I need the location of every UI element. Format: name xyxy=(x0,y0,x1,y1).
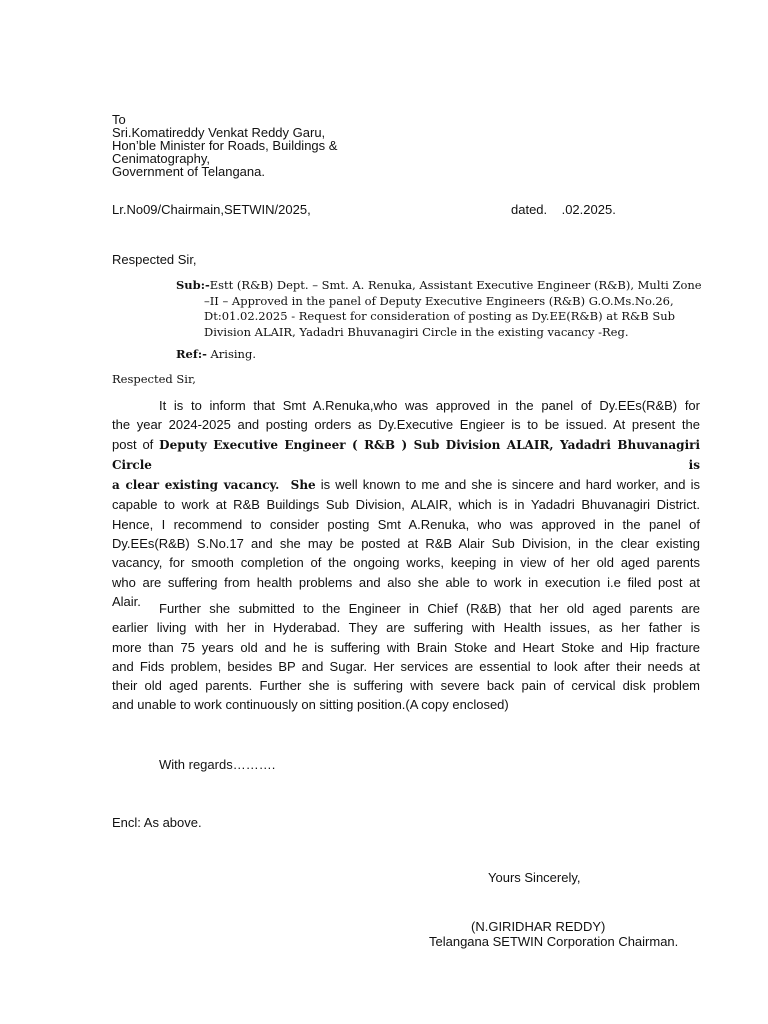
paragraph-line xyxy=(112,475,700,495)
salutation-top: Respected Sir, xyxy=(112,252,197,267)
paragraph-line: Further she submitted to the Engineer in Chief (R&B) that her old aged parents are xyxy=(159,601,700,616)
address-line: To xyxy=(112,112,126,127)
paragraph-line: It is to inform that Smt A.Renuka,who was approved in the panel of Dy.EEs(R&B) for xyxy=(159,398,700,413)
paragraph-line: earlier living with her in Hyderabad. They are suffering with Health issues, as her father is xyxy=(112,620,700,636)
ref-text: Arising. xyxy=(206,347,256,361)
signatory-title: Telangana SETWIN Corporation Chairman. xyxy=(429,934,679,949)
closing-line: Yours Sincerely, xyxy=(488,870,581,885)
paragraph-line: Hence, I recommend to consider posting Smt A.Renuka, who was approved in the panel of xyxy=(112,516,700,532)
letter-reference-number: Lr.No09/Chairmain,SETWIN/2025, xyxy=(112,202,311,217)
recipient-address xyxy=(112,113,337,178)
body-paragraph-2 xyxy=(112,599,700,715)
letter-date: dated. .02.2025. xyxy=(511,202,616,217)
subject-line: Division ALAIR, Yadadri Bhuvanagiri Circle in the existing vacancy -Reg. xyxy=(204,324,629,339)
paragraph-text: is well known to me and she is sincere and hard worker, and is xyxy=(315,477,700,493)
subject-line: –II – Approved in the panel of Deputy Executive Engineers (R&B) G.O.Ms.No.26, xyxy=(204,293,674,308)
subject-block xyxy=(176,278,706,340)
address-line: Cenimatography, xyxy=(112,151,211,166)
paragraph-line: more than 75 years old and he is suffering with Brain Stoke and Heart Stoke and Hip fracture xyxy=(112,639,700,655)
vacancy-highlight: Deputy Executive Engineer ( R&B ) Sub Division ALAIR, Yadadri Bhuvanagiri Circle is xyxy=(112,437,701,472)
ref-label: Ref:- xyxy=(176,347,207,361)
address-line: Government of Telangana. xyxy=(112,164,265,179)
paragraph-line: their old aged parents. Further she is suffering with severe back pain of cervical disk problem xyxy=(112,678,700,694)
salutation-body: Respected Sir, xyxy=(112,372,196,386)
paragraph-line: and unable to work continuously on sitting position.(A copy enclosed) xyxy=(112,697,509,713)
paragraph-line: the year 2024-2025 and posting orders as Dy.Executive Engieer is to be issued. At present the xyxy=(112,417,700,433)
subject-label: Sub:- xyxy=(176,278,210,292)
subject-line: Estt (R&B) Dept. – Smt. A. Renuka, Assistant Executive Engineer (R&B), Multi Zone xyxy=(209,278,702,292)
paragraph-line: and Fids problem, besides BP and Sugar. Her services are essential to look after their needs at xyxy=(112,658,700,674)
reference-block xyxy=(176,348,256,361)
paragraph-line: Dy.EEs(R&B) S.No.17 and she may be posted at R&B Alair Sub Division, in the clear existing xyxy=(112,536,700,552)
address-line: Sri.Komatireddy Venkat Reddy Garu, xyxy=(112,125,326,140)
address-line: Hon’ble Minister for Roads, Buildings & xyxy=(112,138,338,153)
paragraph-text: post of xyxy=(112,436,160,452)
regards-line: With regards………. xyxy=(159,757,276,772)
paragraph-line: capable to work at R&B Buildings Sub Division, ALAIR, which is in Yadadri Bhuvanagiri District. xyxy=(112,497,700,513)
paragraph-line: vacancy, for smooth completion of the ongoing works, keeping in view of her old aged parents xyxy=(112,555,700,571)
paragraph-line xyxy=(112,435,700,476)
vacancy-highlight: a clear existing vacancy. She xyxy=(112,478,316,493)
paragraph-line: Alair. xyxy=(112,593,141,609)
enclosure-note: Encl: As above. xyxy=(112,815,202,830)
body-paragraph-1 xyxy=(112,396,700,611)
paragraph-line: who are suffering from health problems and also she able to work in execution i.e filed post at xyxy=(112,574,700,590)
subject-line: Dt:01.02.2025 - Request for consideration of posting as Dy.EE(R&B) at R&B Sub xyxy=(204,309,676,323)
signatory-name: (N.GIRIDHAR REDDY) xyxy=(471,919,606,934)
